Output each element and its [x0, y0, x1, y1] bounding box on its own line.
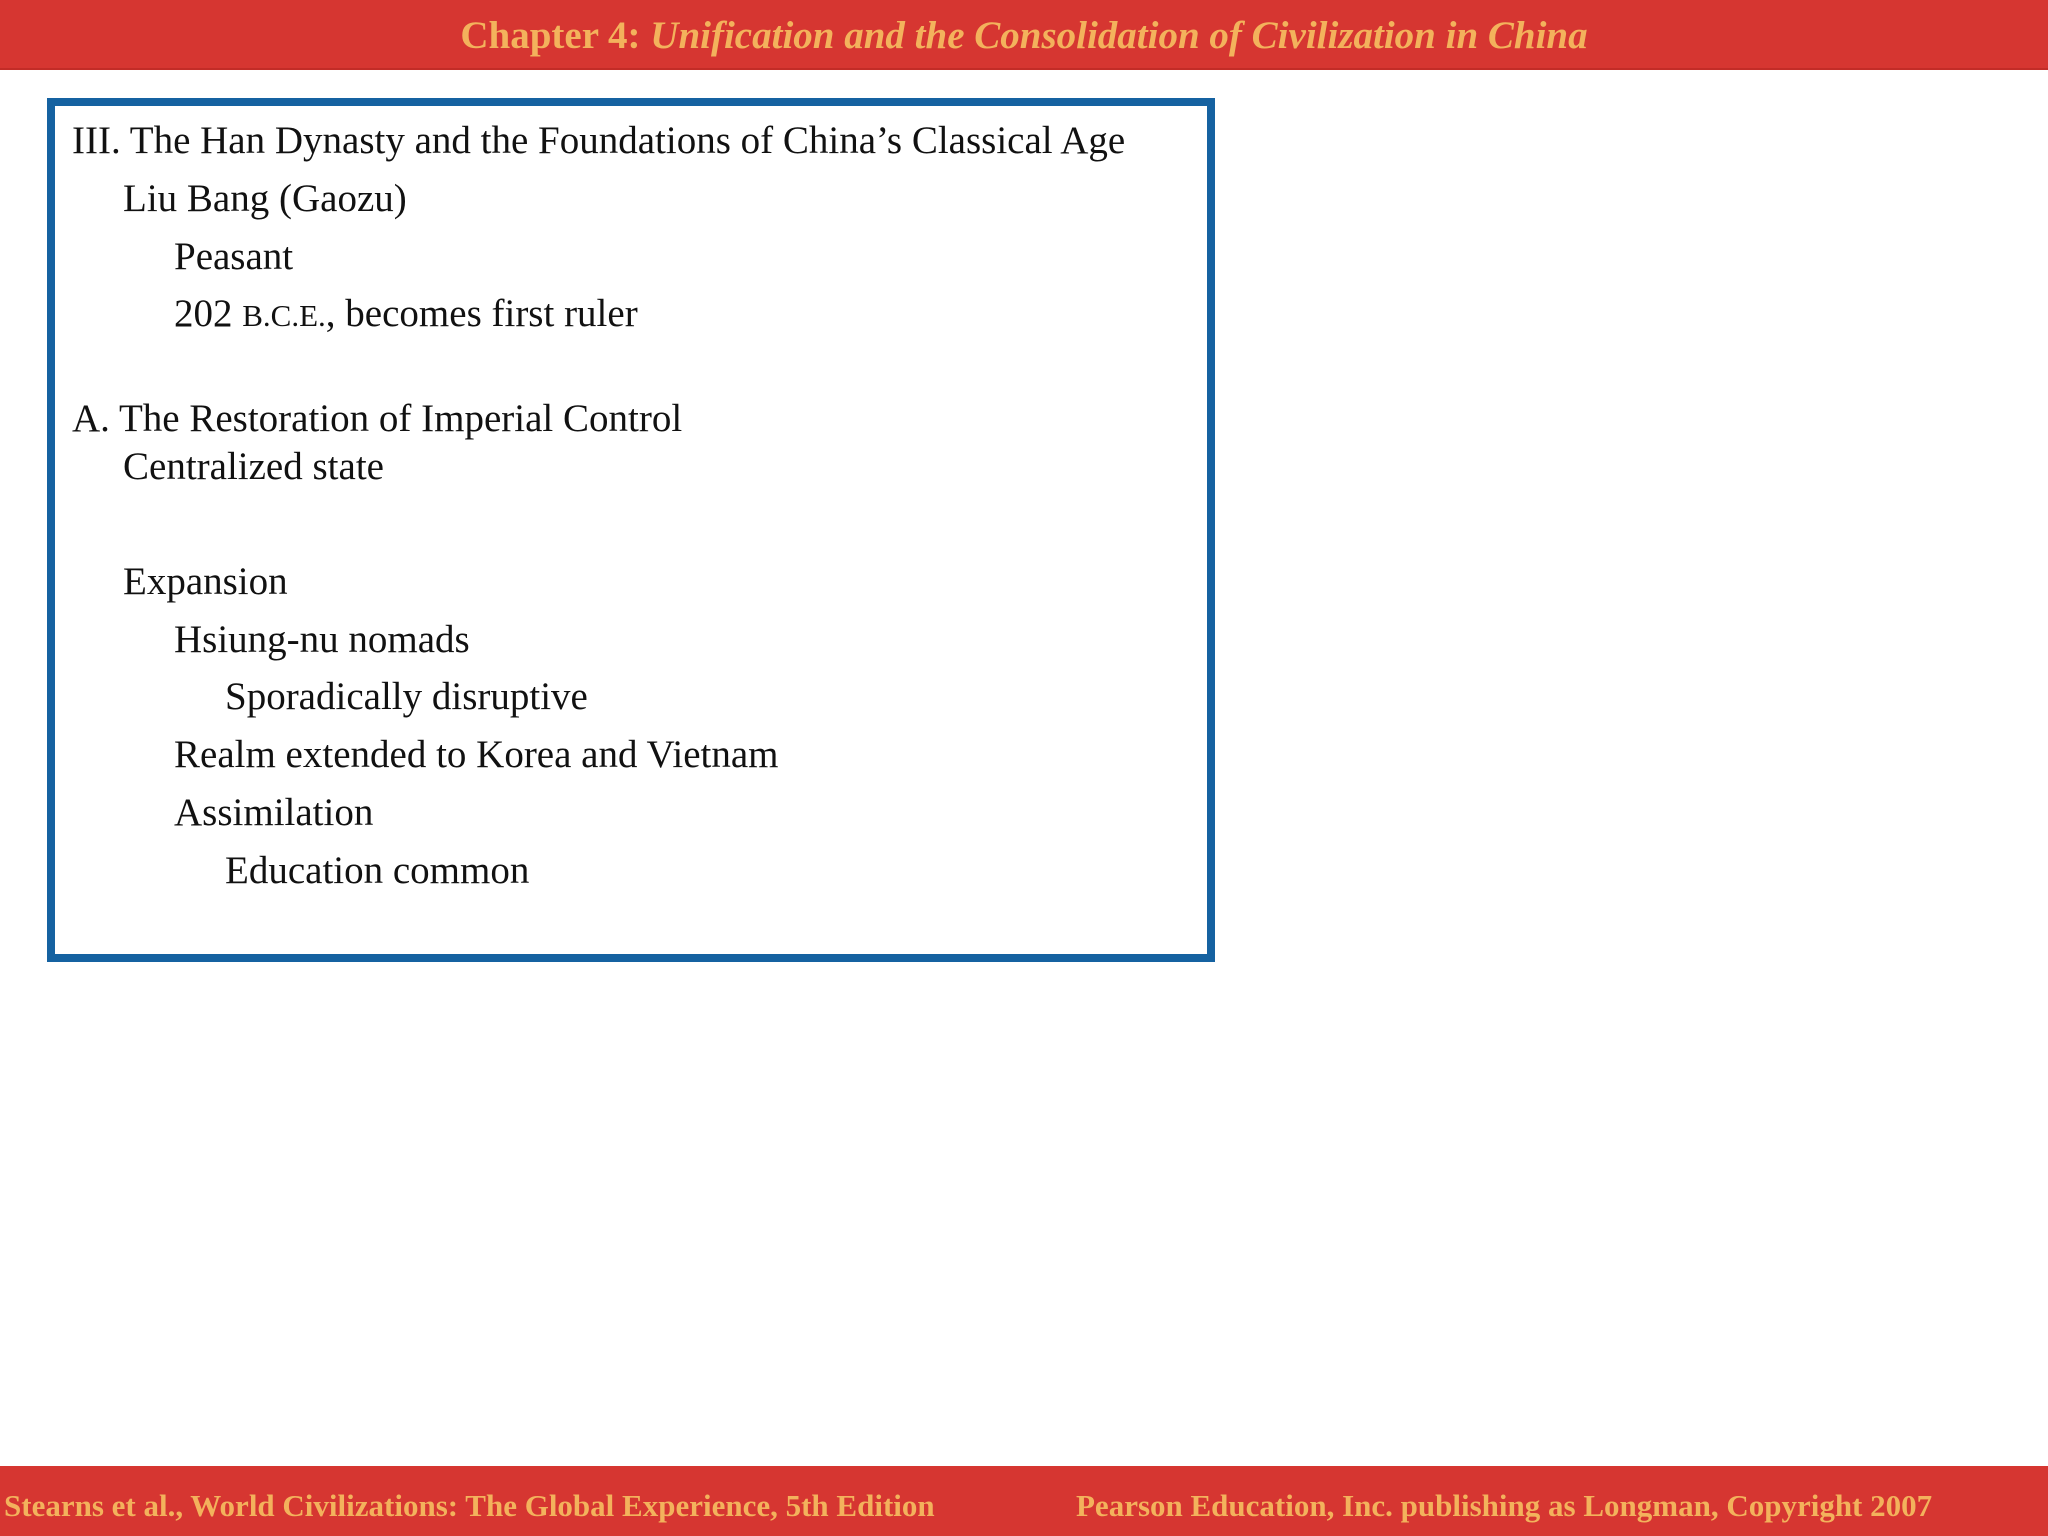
chapter-title: Unification and the Consolidation of Civilization in China [650, 14, 1588, 57]
outline-expansion: Expansion [123, 560, 288, 603]
outline-liu-bang: Liu Bang (Gaozu) [123, 177, 407, 220]
outline-realm: Realm extended to Korea and Vietnam [174, 733, 779, 776]
footer-bar [0, 1466, 2048, 1536]
outline-centralized-state: Centralized state [123, 445, 384, 488]
ruler-year: 202 [174, 292, 233, 335]
footer-citation: Stearns et al., World Civilizations: The Global Experience, 5th Edition [4, 1488, 935, 1523]
footer-copyright: Pearson Education, Inc. publishing as Longman, Copyright 2007 [1076, 1488, 1933, 1523]
outline-hsiung-nu: Hsiung-nu nomads [174, 618, 470, 661]
outline-education: Education common [225, 849, 530, 892]
outline-first-ruler [174, 294, 638, 333]
ruler-era: B.C.E. [242, 298, 326, 333]
chapter-header-bar [0, 0, 2048, 70]
outline-section-a: A. The Restoration of Imperial Control [72, 397, 683, 440]
outline-heading: III. The Han Dynasty and the Foundations of China’s Classical Age [72, 119, 1126, 162]
ruler-rest: , becomes first ruler [325, 292, 638, 335]
outline-assimilation: Assimilation [174, 791, 374, 834]
outline-peasant: Peasant [174, 235, 294, 278]
chapter-label: Chapter 4: [460, 14, 641, 57]
outline-sporadic: Sporadically disruptive [225, 675, 588, 718]
